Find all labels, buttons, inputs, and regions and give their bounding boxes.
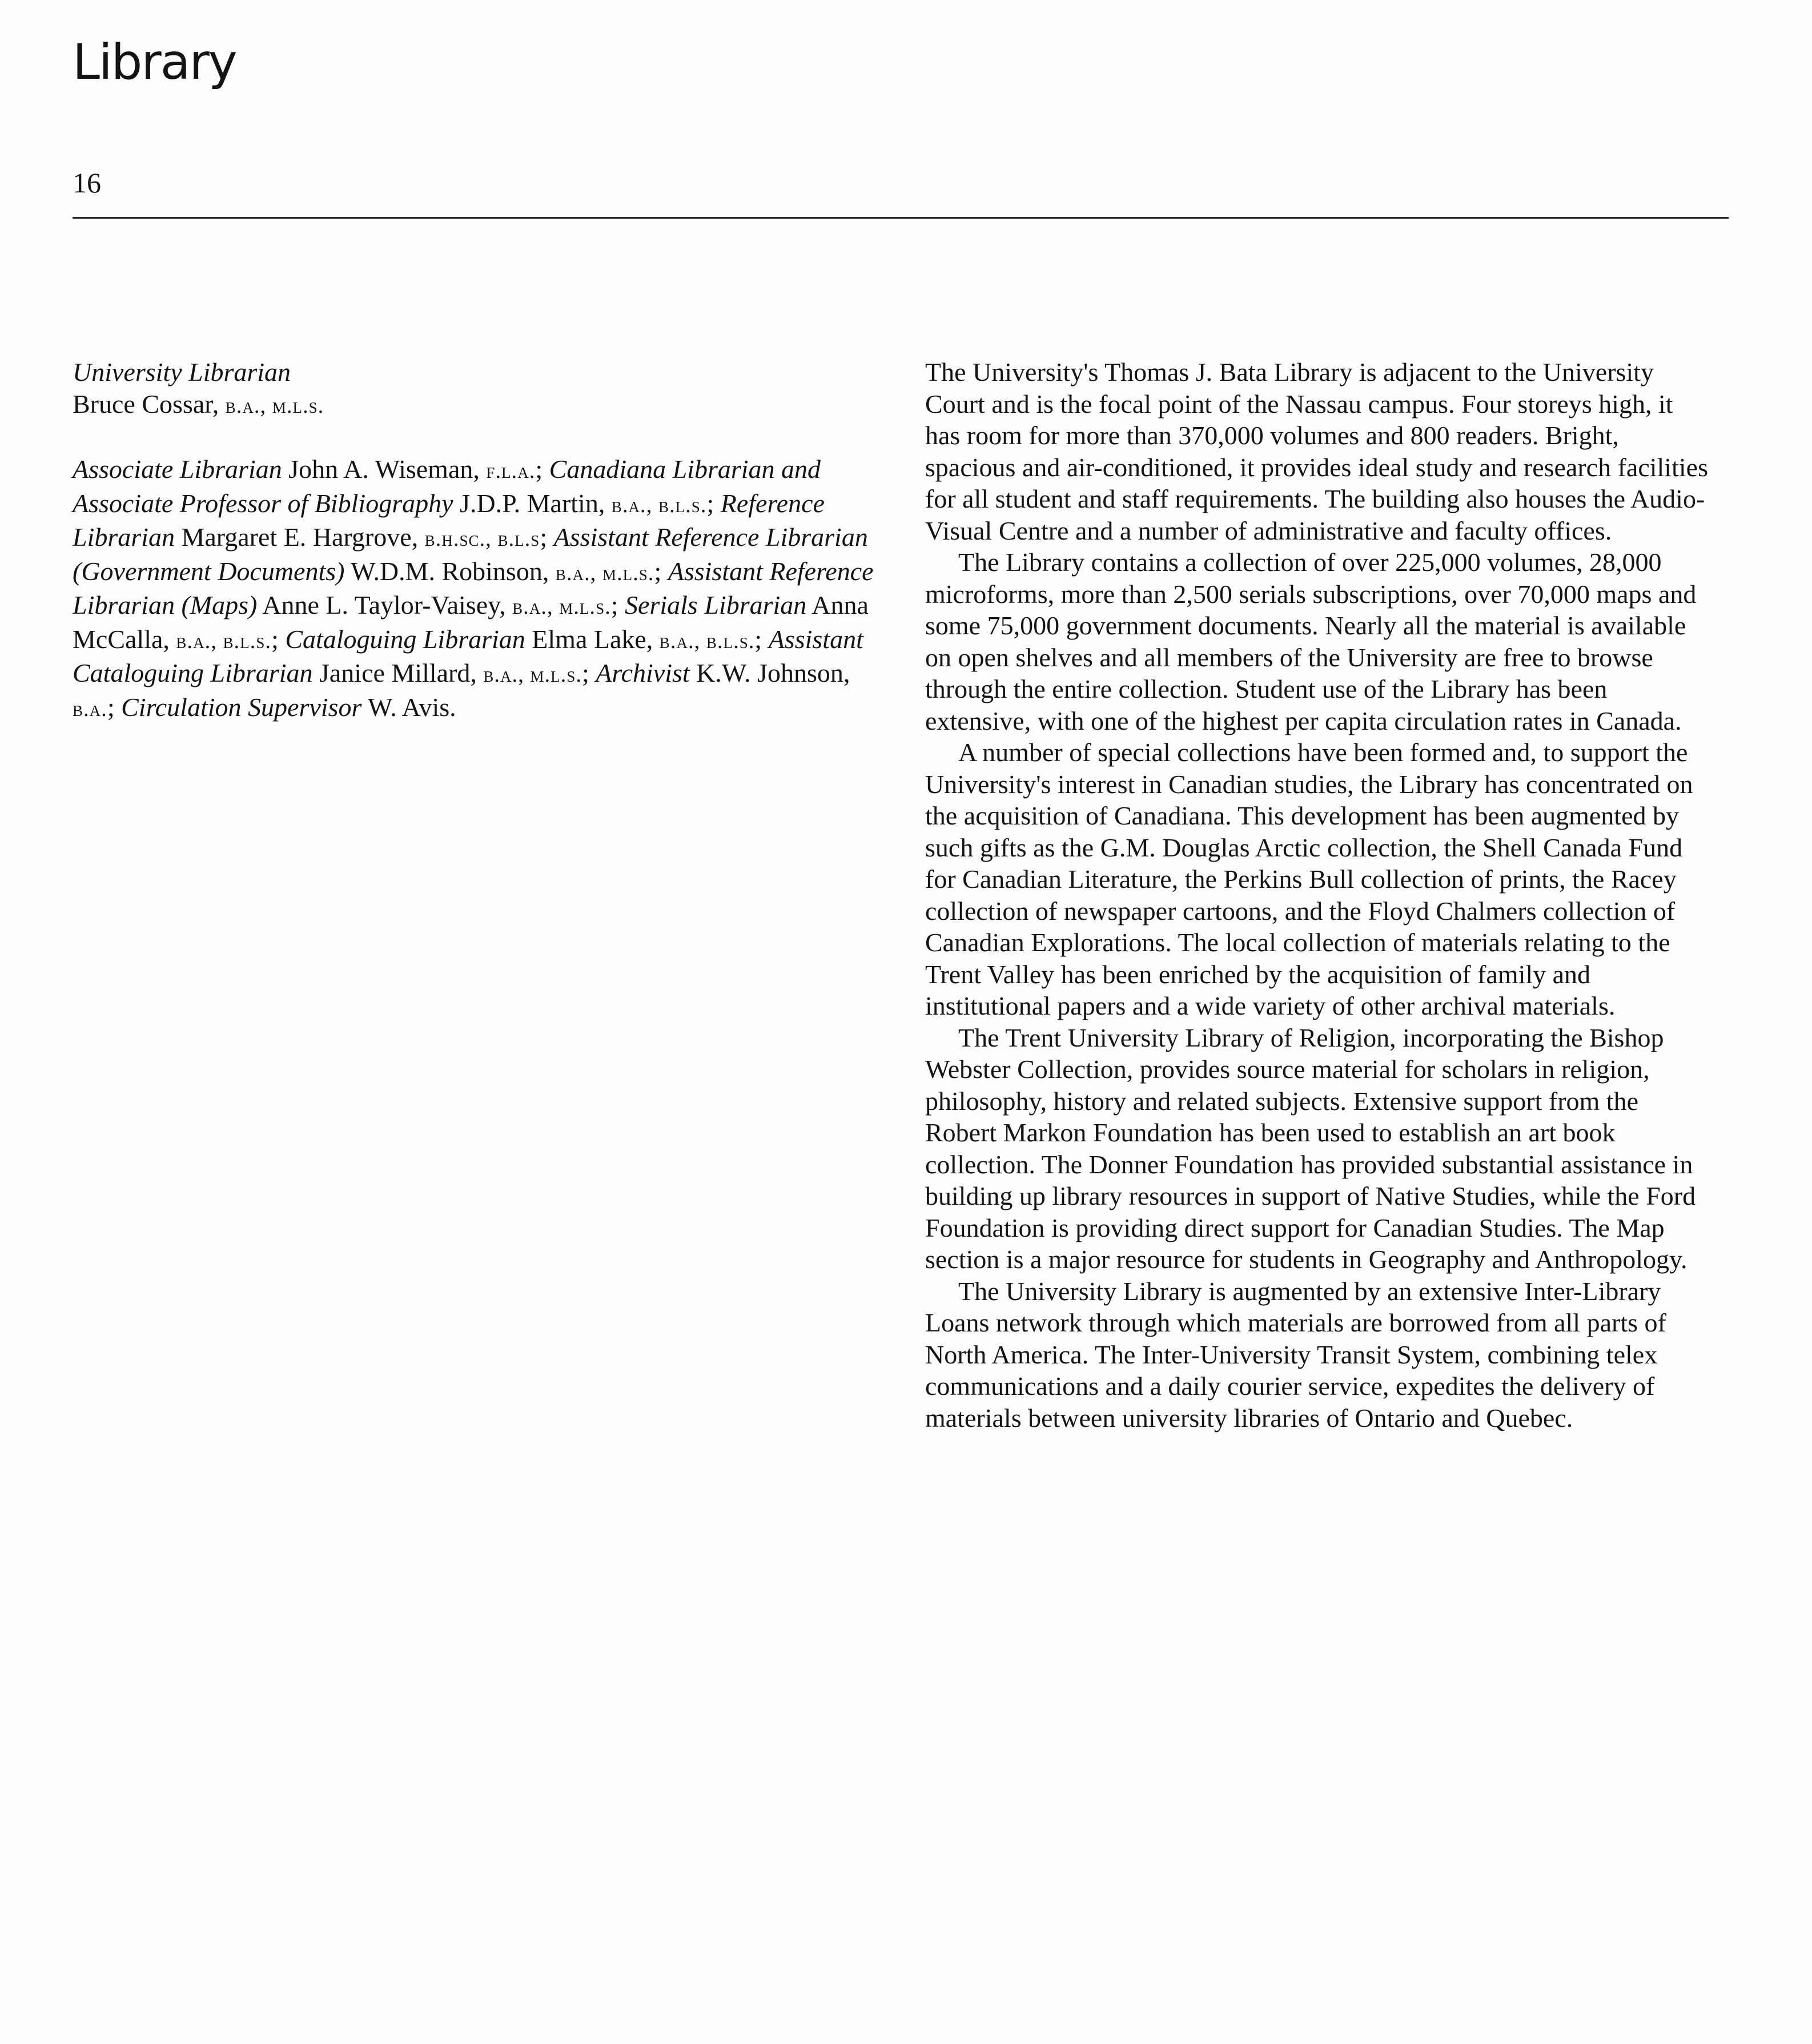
page-number: 16	[73, 167, 101, 199]
staff-role: Serials Librarian	[625, 590, 807, 619]
staff-list	[73, 453, 883, 725]
staff-name: Anne L. Taylor-Vaisey,	[262, 590, 506, 619]
staff-role: Assistant Reference Librarian (Government Documents)	[73, 522, 868, 586]
staff-separator: ;	[654, 556, 662, 586]
staff-name: J.D.P. Martin,	[460, 488, 605, 518]
staff-credentials: b.h.sc., b.l.s	[424, 527, 540, 551]
staff-separator: ;	[706, 488, 714, 518]
staff-separator: ;	[754, 624, 762, 654]
staff-separator: ;	[610, 590, 618, 619]
staff-name: Margaret E. Hargrove,	[181, 522, 419, 552]
staff-name: W. Avis.	[368, 692, 456, 722]
staff-separator: ;	[271, 624, 279, 654]
body-paragraph: The University Library is augmented by an extensive Inter-Library Loans network through which materials are borrowed from all parts of North America. The Inter-University Transit System, combining telex communications and a daily courier service, expedites the delivery of materials between university libraries of Ontario and Quebec.	[925, 1276, 1666, 1433]
page-title: Library	[73, 34, 236, 91]
staff-name: Janice Millard,	[319, 658, 477, 687]
staff-entry	[285, 625, 762, 654]
staff-name: John A. Wiseman,	[288, 454, 480, 484]
staff-name: W.D.M. Robinson,	[351, 556, 549, 586]
staff-separator: ;	[535, 454, 543, 484]
university-librarian-title: University Librarian	[73, 357, 291, 387]
staff-entry	[73, 454, 543, 484]
staff-credentials: b.a., m.l.s.	[483, 663, 582, 687]
body-paragraph: The Trent University Library of Religion, incorporating the Bishop Webster Collection, provides source material for scholars in religion, philosophy, history and related subjects. Extensive support from the Robert Markon Foundation has been used to establish an art book collection. The Donner Foundation has provided substantial assistance in building up library resources in support of Native Studies, while the Ford Foundation is providing direct support for Canadian Studies. The Map section is a major resource for students in Geography and Anthropology.	[925, 1023, 1696, 1274]
staff-name: Anna McCalla,	[73, 590, 869, 654]
staff-role: Assistant Reference Librarian (Maps)	[73, 556, 874, 619]
staff-entry	[121, 693, 456, 722]
staff-credentials: f.l.a.	[486, 459, 536, 483]
staff-name: Bruce Cossar,	[73, 389, 219, 419]
body-column	[925, 356, 1713, 1434]
staff-role: Cataloguing Librarian	[285, 624, 525, 654]
staff-role: Canadiana Librarian and Associate Professor of Bibliography	[73, 454, 821, 518]
staff-role: Archivist	[596, 658, 690, 687]
staff-credentials: b.a., b.l.s.	[659, 629, 755, 653]
header-rule	[73, 217, 1729, 219]
staff-credentials: b.a., b.l.s.	[611, 493, 707, 517]
staff-name: K.W. Johnson,	[696, 658, 850, 687]
body-paragraph: The Library contains a collection of over 225,000 volumes, 28,000 microforms, more than 2,500 serials subscriptions, over 70,000 maps and some 75,000 government documents. Nearly all the material is available on open shelves and all members of the University are free to browse through the entire collection. Student use of the Library has been extensive, with one of the highest per capita circulation rates in Canada.	[925, 548, 1697, 735]
staff-credentials: b.a., m.l.s.	[512, 595, 611, 619]
body-paragraph: A number of special collections have been formed and, to support the University's interest in Canadian studies, the Library has concentrated on the acquisition of Canadiana. This development has been augmented by such gifts as the G.M. Douglas Arctic collection, the Shell Canada Fund for Canadian Literature, the Perkins Bull collection of prints, the Racey collection of newspaper cartoons, and the Floyd Chalmers collection of Canadian Explorations. The local collection of materials relating to the Trent Valley has been enriched by the acquisition of family and institutional papers and a wide variety of other archival materials.	[925, 738, 1693, 1020]
staff-role: Associate Librarian	[73, 454, 282, 484]
staff-credentials: b.a., m.l.s.	[555, 561, 654, 585]
staff-separator: ;	[107, 692, 115, 722]
staff-role: Assistant Cataloguing Librarian	[73, 624, 863, 687]
staff-name: Elma Lake,	[532, 624, 653, 654]
staff-credentials: b.a.	[73, 697, 107, 721]
staff-role: Circulation Supervisor	[121, 692, 362, 722]
staff-role: Reference Librarian	[73, 488, 825, 552]
staff-column	[73, 356, 883, 725]
staff-credentials: b.a., m.l.s.	[225, 393, 324, 418]
body-paragraph: The University's Thomas J. Bata Library is adjacent to the University Court and is the focal point of the Nassau campus. Four storeys high, it has room for more than 370,000 volumes and 800 readers. Bright, spacious and air-conditioned, it provides ideal study and research facilities for all student and staff requirements. The building also houses the Audio-Visual Centre and a number of administrative and faculty offices.	[925, 357, 1708, 545]
staff-separator: ;	[582, 658, 589, 687]
staff-credentials: b.a., b.l.s.	[176, 629, 272, 653]
staff-separator: ;	[540, 522, 548, 552]
university-librarian-name	[73, 388, 883, 423]
